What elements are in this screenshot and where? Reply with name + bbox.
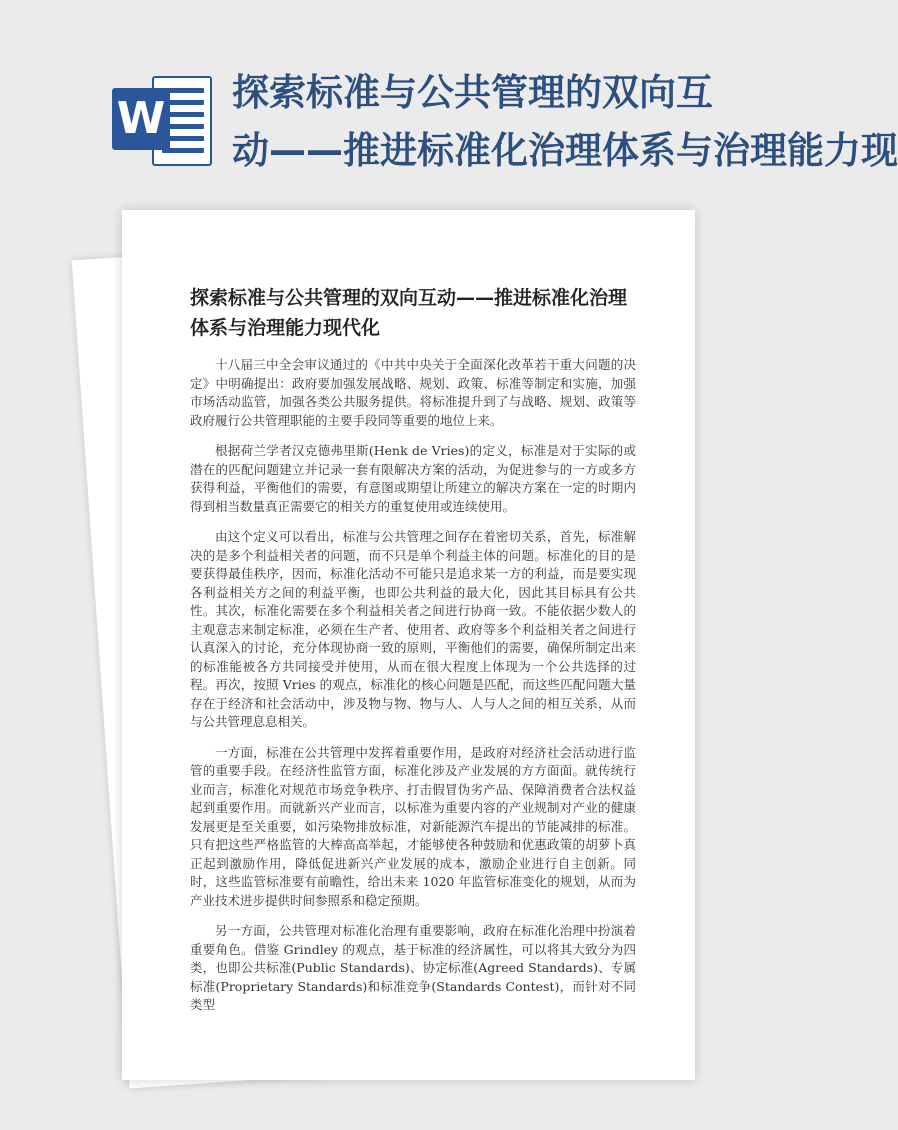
header-banner xyxy=(0,0,898,190)
banner-title-line-1: 探索标准与公共管理的双向互 xyxy=(232,71,713,114)
paragraph: 十八届三中全会审议通过的《中共中央关于全面深化改革若干重大问题的决定》中明确提出：政府要加强发展战略、规划、政策、标准等制定和实施，加强市场活动监管，加强各类公共服务提供。将标准提升到了与战略、规划、政策等政府履行公共管理职能的主要手段同等重要的地位上来。 xyxy=(190,357,636,428)
paragraph: 由这个定义可以看出，标准与公共管理之间存在着密切关系，首先，标准解决的是多个利益相关者的问题，而不只是单个利益主体的问题。标准化的目的是要获得最佳秩序，因而，标准化活动不可能只是追求某一方的利益，而是要实现各利益相关方之间的利益平衡，也即公共利益的最大化，因此其目标具有公共性。其次，标准化需要在多个利益相关者之间进行协商一致。不能依据少数人的主观意志来制定标准，必须在生产者、使用者、政府等多个利益相关者之间进行认真深入的讨论，充分体现协商一致的原则，平衡他们的需要，确保所制定出来的标准能被各方共同接受并使用，从而在很大程度上体现为一个公共选择的过程。再次，按照 Vries 的观点，标准化的核心问题是匹配，而这些匹配问题大量存在于经济和社会活动中，涉及物与物、物与人、人与人之间的相互关系，从而与公共管理息息相关。 xyxy=(190,529,636,729)
document-body xyxy=(190,356,636,1027)
word-badge: W xyxy=(112,88,170,150)
document-title: 探索标准与公共管理的双向互动——推进标准化治理体系与治理能力现代化 xyxy=(190,287,628,339)
banner-title xyxy=(232,64,898,180)
paragraph: 另一方面，公共管理对标准化治理有重要影响，政府在标准化治理中扮演着重要角色。借鉴 Grindley 的观点，基于标准的经济属性，可以将其大致分为四类，也即公共标准(Public Standards)、协定标准(Agreed Standards)、专属标准(Proprietary Standards)和标准竞争(Standards Contest)，而针对不同类型 xyxy=(190,923,636,1012)
paragraph: 一方面，标准在公共管理中发挥着重要作用，是政府对经济社会活动进行监管的重要手段。在经济性监管方面，标准化涉及产业发展的方方面面。就传统行业而言，标准化对规范市场竞争秩序、打击假冒伪劣产品、保障消费者合法权益起到重要作用。而就新兴产业而言，以标准为重要内容的产业规制对产业的健康发展更是至关重要，如污染物排放标准，对新能源汽车提出的节能减排的标准。只有把这些严格监管的大棒高高举起，才能够使各种鼓励和优惠政策的胡萝卜真正起到激励作用，降低促进新兴产业发展的成本，激励企业进行自主创新。同时，这些监管标准要有前瞻性，给出未来 1020 年监管标准变化的规划，从而为产业技术进步提供时间参照系和稳定预期。 xyxy=(190,744,636,908)
word-document-icon xyxy=(112,70,212,170)
banner-title-line-2: 动——推进标准化治理体系与治理能力现 xyxy=(232,129,898,172)
paragraph: 根据荷兰学者汉克德弗里斯(Henk de Vries)的定义，标准是对于实际的或潜在的匹配问题建立并记录一套有限解决方案的活动，为促进参与的一方或多方获得利益，平衡他们的需要，有意图或期望让所建立的解决方案在一定的时期内得到相当数量真正需要它的相关方的重复使用或连续使用。 xyxy=(190,443,636,514)
